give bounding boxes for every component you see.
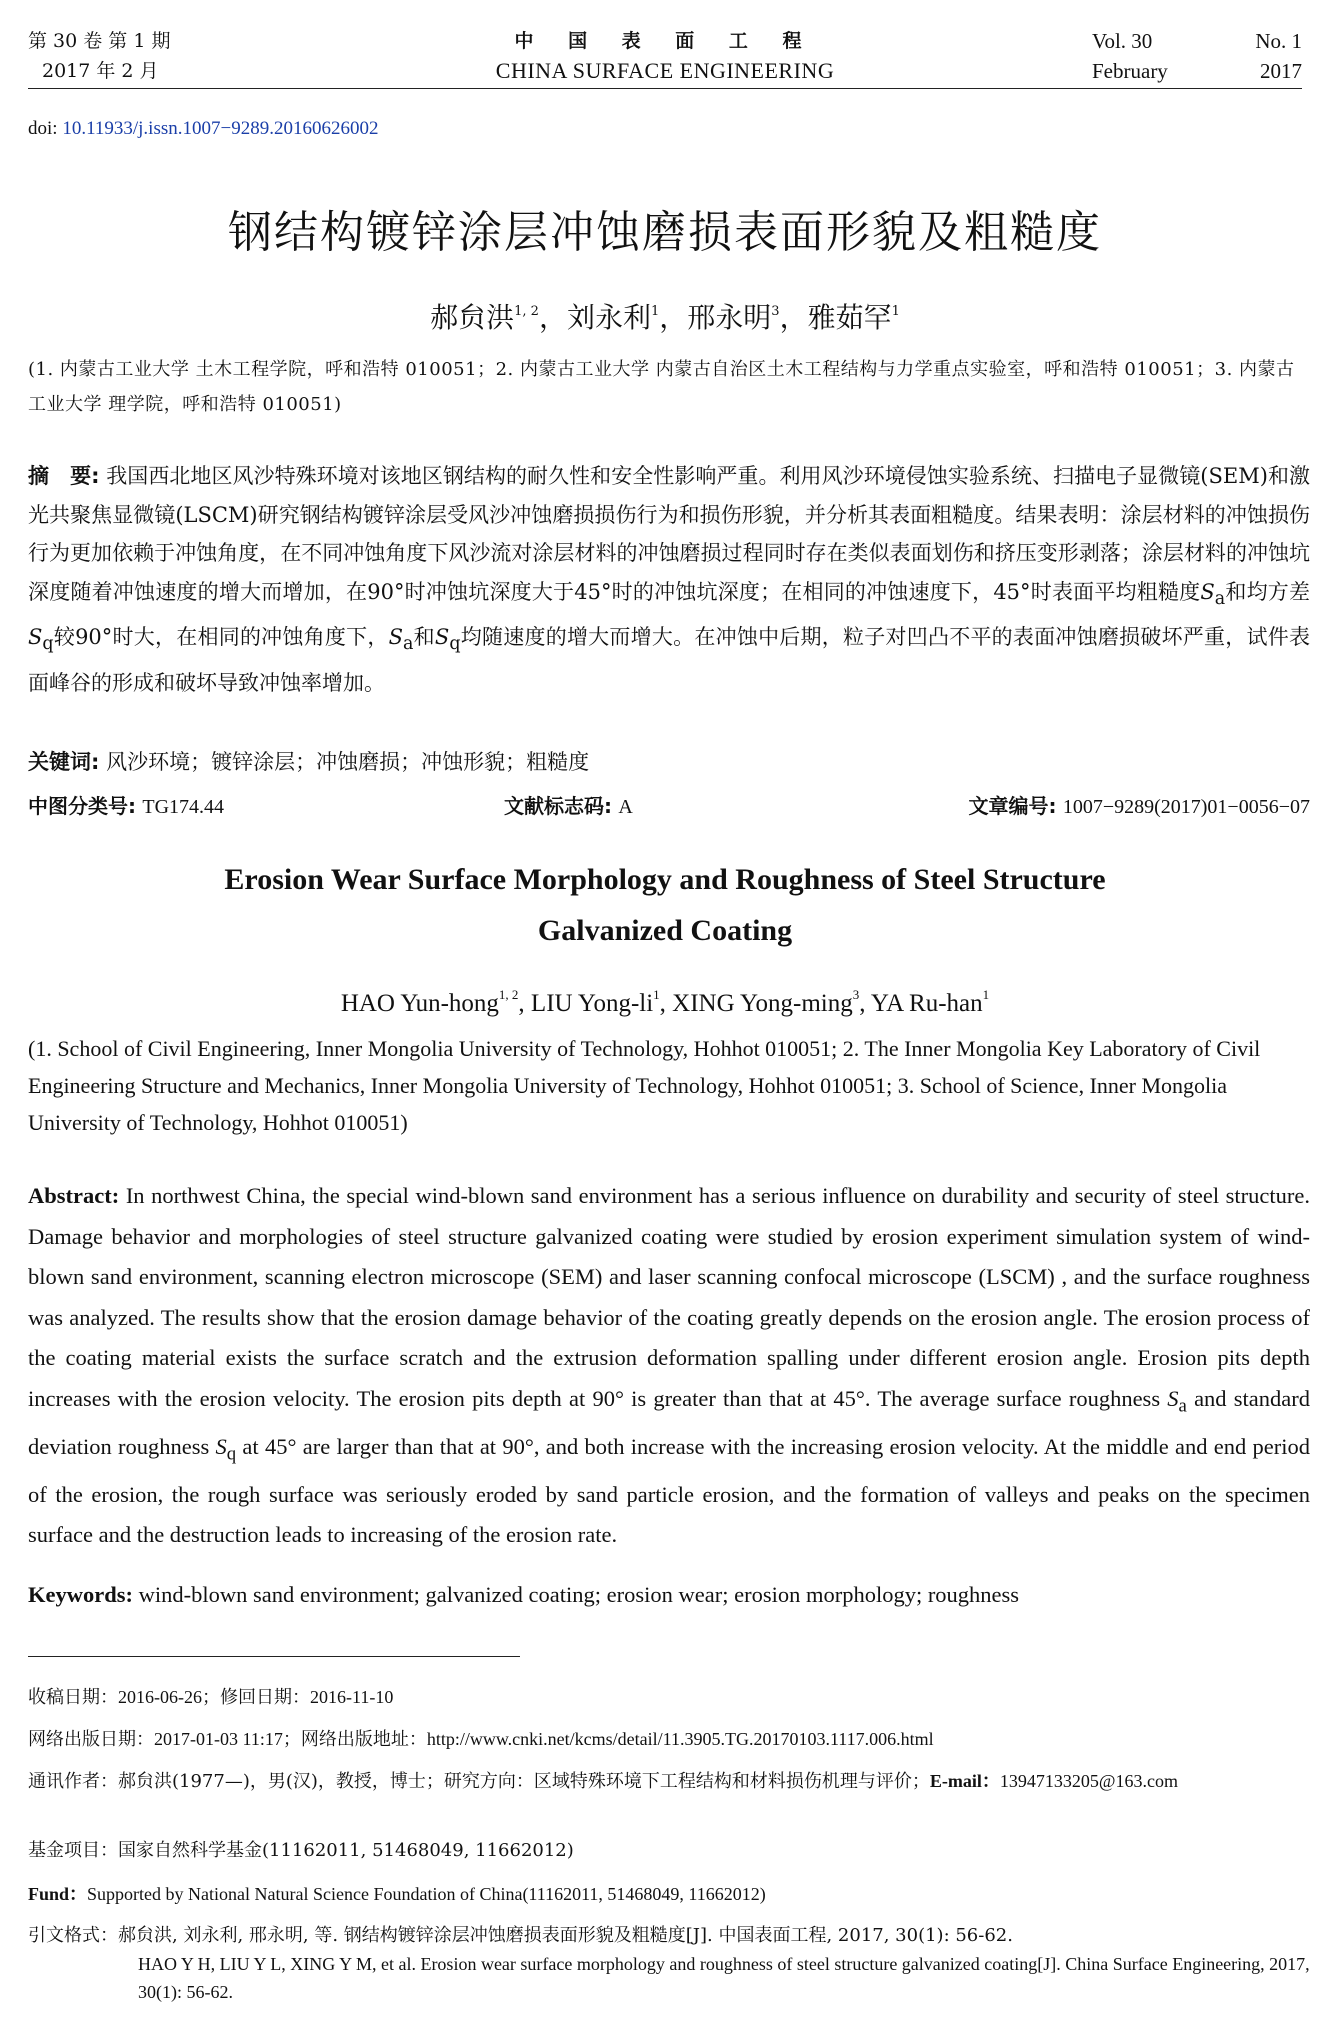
revised-label: ；修回日期： xyxy=(202,1687,310,1708)
fund-cn-text: 国家自然科学基金(11162011, 51468049, 11662012) xyxy=(118,1840,574,1861)
received-label: 收稿日期： xyxy=(28,1687,118,1708)
email-address[interactable]: 13947133205@163.com xyxy=(999,1771,1178,1791)
clc-value: TG174.44 xyxy=(142,796,225,818)
doc-code-value: A xyxy=(618,796,633,818)
corresponding-author: 郝贠洪(1977—)，男(汉)，教授，博士；研究方向：区域特殊环境下工程结构和材料损伤机理与评价； xyxy=(118,1771,930,1792)
doc-code-label: 文献标志码: xyxy=(504,794,612,818)
author-cn: 雅茹罕 xyxy=(807,301,892,334)
citation-en: HAO Y H, LIU Y L, XING Y M, et al. Erosion wear surface morphology and roughness of steel structure galvanized coating[J]. China Surface Engineering, 2017, 30(1): 56-62. xyxy=(138,1954,1310,2002)
author-aff: 1 xyxy=(653,987,660,1002)
clc-number xyxy=(28,790,224,819)
footnote-fund-cn xyxy=(28,1837,1310,1865)
abstract-cn-text: 和 xyxy=(413,625,435,650)
keywords-en xyxy=(28,1582,1310,1608)
abstract-cn-text: 我国西北地区风沙特殊环境对该地区钢结构的耐久性和安全性影响严重。利用风沙环境侵蚀实验系统、扫描电子显微镜(SEM)和激光共聚焦显微镜(LSCM)研究钢结构镀锌涂层受风沙冲蚀磨损损伤行为和损伤形貌，并分析其表面粗糙度。结果表明：涂层材料的冲蚀损伤行为更加依赖于冲蚀角度，在不同冲蚀角度下风沙流对涂层材料的冲蚀磨损过程同时存在类似表面划伤和挤压变形剥落；涂层材料的冲蚀坑深度随着冲蚀速度的增大而增加，在90°时冲蚀坑深度大于45°时的冲蚀坑深度；在相同的冲蚀速度下，45°时表面平均粗糙度 xyxy=(28,464,1310,604)
journal-name-en: CHINA SURFACE ENGINEERING xyxy=(495,58,835,83)
author-cn: 刘永利 xyxy=(566,301,651,334)
email-label: E-mail： xyxy=(929,1771,1000,1791)
author-separator: , xyxy=(518,990,531,1017)
abstract-cn-text: 均随速度的增大而增大。在冲蚀中后期，粒子对凹凸不平的表面冲蚀磨损破坏严重，试件表面峰谷的形成和破坏导致冲蚀率增加。 xyxy=(28,625,1310,695)
abstract-cn-text: 和均方差 xyxy=(1225,579,1310,604)
abstract-cn xyxy=(28,457,1310,702)
fund-en-label: Fund： xyxy=(28,1884,88,1904)
abstract-en xyxy=(28,1176,1310,1556)
date-cn: 2017 年 2 月 xyxy=(42,60,159,82)
keywords-cn-label: 关键词: xyxy=(28,750,100,774)
author-separator: ， xyxy=(538,301,567,334)
symbol-sa-sub: a xyxy=(403,634,414,655)
abstract-en-text: In northwest China, the special wind-blown sand environment has a serious influence on durability and security of steel structure. Damage behavior and morphologies of steel structure galvanized coating were studied by erosion experiment simulation system of wind-blown sand environment, scanning electron microscope (SEM) and laser scanning confocal microscope (LSCM) , and the surface roughness was analyzed. The results show that the erosion damage behavior of the coating greatly depends on the erosion angle. The erosion process of the coating material exists the surface scratch and the extrusion deformation spalling under different erosion angle. Erosion pits depth increases with the erosion velocity. The erosion pits depth at 90° is greater than that at 45°. The average surface roughness xyxy=(28,1183,1311,1411)
symbol-sa: S xyxy=(1167,1385,1179,1411)
authors-en xyxy=(0,987,1330,1018)
symbol-sq-sub: q xyxy=(226,1443,237,1464)
clc-label: 中图分类号: xyxy=(28,794,136,818)
symbol-sq: S xyxy=(215,1433,227,1459)
author-aff: 3 xyxy=(852,987,860,1002)
issue-en: No. 1 xyxy=(1255,29,1302,53)
author-separator: , xyxy=(859,990,871,1017)
fund-en-text: Supported by National Natural Science Foundation of China(11162011, 51468049, 11662012) xyxy=(87,1884,766,1904)
month-en: February xyxy=(1092,59,1168,83)
article-number-label: 文章编号: xyxy=(968,794,1057,818)
received-date: 2016-06-26 xyxy=(118,1687,202,1707)
author-aff: 1 xyxy=(650,304,660,319)
footnote-corresponding xyxy=(28,1767,1310,1796)
author-en: XING Yong-ming xyxy=(672,990,853,1017)
author-en: HAO Yun-hong xyxy=(340,990,499,1017)
author-aff: 3 xyxy=(771,304,780,319)
article-number xyxy=(968,790,1310,819)
volume-en: Vol. 30 xyxy=(1092,29,1153,53)
year-en: 2017 xyxy=(1260,59,1302,83)
author-aff: 1, 2 xyxy=(498,987,519,1002)
footnote-divider xyxy=(28,1656,520,1657)
title-en-line: Galvanized Coating xyxy=(537,914,793,947)
symbol-sa: S xyxy=(1200,579,1215,604)
citation-label: 引文格式： xyxy=(28,1925,118,1946)
symbol-sa-sub: a xyxy=(1214,588,1226,609)
footnote-fund-en xyxy=(28,1880,1310,1909)
fund-cn-label: 基金项目： xyxy=(28,1840,118,1861)
symbol-sa-sub: a xyxy=(1178,1395,1187,1416)
online-url-link[interactable]: http://www.cnki.net/kcms/detail/11.3905.TG.20170103.1117.006.html xyxy=(426,1729,934,1749)
doi-label: doi: xyxy=(28,118,58,139)
doi-link[interactable]: 10.11933/j.issn.1007−9289.20160626002 xyxy=(62,118,379,139)
title-en xyxy=(0,854,1330,956)
author-aff: 1 xyxy=(982,987,990,1002)
article-number-value: 1007−9289(2017)01−0056−07 xyxy=(1062,796,1310,818)
author-separator: , xyxy=(659,990,673,1017)
symbol-sq-sub: q xyxy=(42,634,54,655)
author-separator: ， xyxy=(779,301,808,334)
doi-line xyxy=(28,118,378,140)
abstract-cn-text: 较90°时大，在相同的冲蚀角度下， xyxy=(53,625,389,650)
revised-date: 2016-11-10 xyxy=(310,1687,394,1707)
author-cn: 邢永明 xyxy=(687,301,772,334)
header-right xyxy=(1092,26,1302,86)
abstract-cn-label: 摘 要: xyxy=(28,464,100,488)
online-date: 2017-01-03 11:17 xyxy=(154,1729,283,1749)
journal-header xyxy=(28,26,1302,89)
footnote-dates xyxy=(28,1683,1310,1712)
author-en: LIU Yong-li xyxy=(530,990,654,1017)
journal-name-cn: 中 国 表 面 工 程 xyxy=(514,30,816,52)
author-cn: 郝贠洪 xyxy=(430,301,515,334)
authors-cn xyxy=(0,296,1330,336)
online-url-label: ；网络出版地址： xyxy=(282,1729,427,1750)
title-en-line: Erosion Wear Surface Morphology and Roughness of Steel Structure xyxy=(224,863,1106,896)
citation-cn: 郝贠洪, 刘永利, 邢永明, 等. 钢结构镀锌涂层冲蚀磨损表面形貌及粗糙度[J]. 中国表面工程, 2017, 30(1): 56-62. xyxy=(118,1925,1013,1946)
keywords-en-text: wind-blown sand environment; galvanized coating; erosion wear; erosion morphology; roughness xyxy=(138,1582,1020,1607)
author-aff: 1 xyxy=(891,304,900,319)
keywords-cn-text: 风沙环境；镀锌涂层；冲蚀磨损；冲蚀形貌；粗糙度 xyxy=(106,750,590,774)
symbol-sq: S xyxy=(434,625,450,650)
corresponding-label: 通讯作者： xyxy=(28,1771,118,1792)
keywords-en-label: Keywords: xyxy=(28,1582,133,1607)
online-date-label: 网络出版日期： xyxy=(28,1729,154,1750)
document-code xyxy=(504,790,633,819)
affiliation-en: (1. School of Civil Engineering, Inner Mongolia University of Technology, Hohhot 010051; 2. The Inner Mongolia Key Laboratory of Civil Engineering Structure and Mechanics, Inner Mongolia University of Technology, Hohhot 010051; 3. School of Science, Inner Mongolia University of Technology, Hohhot 010051) xyxy=(28,1036,1261,1135)
footnote-citation xyxy=(28,1922,1310,2006)
title-cn: 钢结构镀锌涂层冲蚀磨损表面形貌及粗糙度 xyxy=(228,207,1102,258)
affiliation-cn: (1. 内蒙古工业大学 土木工程学院，呼和浩特 010051；2. 内蒙古工业大学 内蒙古自治区土木工程结构与力学重点实验室，呼和浩特 010051；3. 内蒙古工业大学 理学院，呼和浩特 010051) xyxy=(28,359,1295,415)
keywords-cn xyxy=(28,746,589,776)
author-separator: ， xyxy=(659,301,688,334)
symbol-sq: S xyxy=(28,625,43,650)
footnote-online xyxy=(28,1725,1310,1754)
abstract-en-text: and standard deviation roughness xyxy=(28,1385,1310,1459)
abstract-en-text: at 45° are larger than that at 90°, and both increase with the increasing erosion velocity. At the middle and end period of the erosion, the rough surface was seriously eroded by sand particle erosion, and the formation of valleys and peaks on the specimen surface and the destruction leads to increasing of the erosion rate. xyxy=(28,1433,1311,1547)
volume-issue-cn: 第 30 卷 第 1 期 xyxy=(28,30,171,52)
author-en: YA Ru-han xyxy=(870,990,983,1017)
author-aff: 1, 2 xyxy=(514,304,539,319)
abstract-en-label: Abstract: xyxy=(28,1183,120,1208)
symbol-sa: S xyxy=(388,625,403,650)
symbol-sq-sub: q xyxy=(449,634,461,655)
